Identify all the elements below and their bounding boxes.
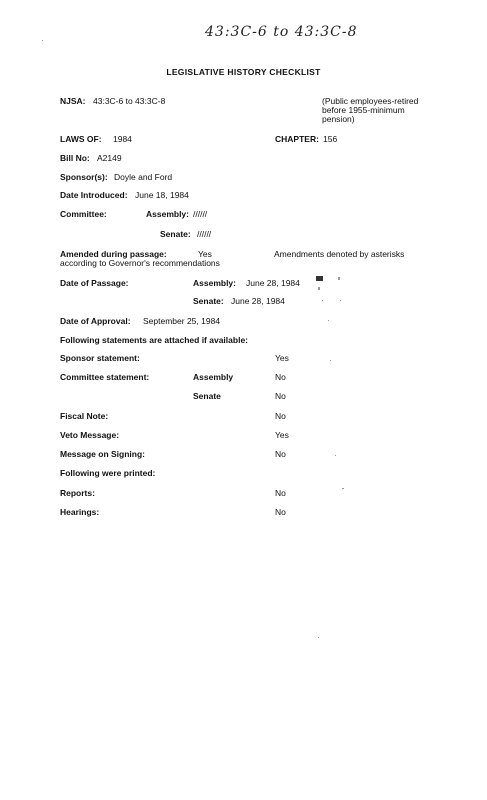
scan-speck bbox=[330, 360, 331, 361]
message-on-signing-label: Message on Signing: bbox=[60, 449, 146, 459]
sponsor-statement-value: Yes bbox=[275, 353, 289, 363]
laws-of-label: LAWS OF: bbox=[60, 134, 102, 144]
passage-assembly-value: June 28, 1984 bbox=[246, 278, 300, 288]
scan-speck bbox=[335, 455, 336, 456]
committee-assembly-value: ////// bbox=[193, 209, 208, 219]
hearings-label: Hearings: bbox=[60, 507, 100, 517]
committee-statement-assembly-value: No bbox=[275, 372, 286, 382]
fiscal-note-value: No bbox=[275, 411, 286, 421]
scan-speck bbox=[42, 40, 43, 41]
following-attached-heading: Following statements are attached if available: bbox=[60, 335, 248, 345]
scan-speck bbox=[318, 637, 319, 638]
bill-no-label: Bill No: bbox=[60, 153, 90, 163]
committee-label: Committee: bbox=[60, 209, 107, 219]
committee-statement-senate-value: No bbox=[275, 391, 286, 401]
veto-message-label: Veto Message: bbox=[60, 430, 120, 440]
fiscal-note-label: Fiscal Note: bbox=[60, 411, 109, 421]
sponsors-label: Sponsor(s): bbox=[60, 172, 108, 182]
passage-senate-label: Senate: bbox=[193, 296, 224, 306]
chapter-value: 156 bbox=[323, 134, 338, 144]
scan-speck bbox=[318, 287, 320, 290]
amended-label: Amended during passage: bbox=[60, 249, 167, 259]
scan-speck bbox=[338, 277, 340, 280]
njsa-note-line-1: (Public employees-retired bbox=[322, 96, 419, 106]
laws-of-value: 1984 bbox=[113, 134, 132, 144]
message-on-signing-value: No bbox=[275, 449, 286, 459]
handwritten-header: 43:3C-6 to 43:3C-8 bbox=[205, 24, 358, 40]
committee-senate-value: ////// bbox=[197, 229, 212, 239]
date-introduced-value: June 18, 1984 bbox=[135, 190, 189, 200]
following-printed-heading: Following were printed: bbox=[60, 468, 156, 478]
scan-speck bbox=[328, 320, 329, 321]
veto-message-value: Yes bbox=[275, 430, 289, 440]
reports-label: Reports: bbox=[60, 488, 95, 498]
page-title: LEGISLATIVE HISTORY CHECKLIST bbox=[166, 67, 321, 77]
committee-senate-label: Senate: bbox=[160, 229, 191, 239]
sponsor-statement-label: Sponsor statement: bbox=[60, 353, 140, 363]
passage-senate-value: June 28, 1984 bbox=[231, 296, 285, 306]
date-of-approval-value: September 25, 1984 bbox=[143, 316, 221, 326]
hearings-value: No bbox=[275, 507, 286, 517]
sponsors-value: Doyle and Ford bbox=[114, 172, 173, 182]
committee-statement-senate-label: Senate bbox=[193, 391, 221, 401]
date-of-approval-label: Date of Approval: bbox=[60, 316, 131, 326]
njsa-note-line-2: before 1955-minimum bbox=[322, 105, 405, 115]
amended-note-2: according to Governor's recommendations bbox=[60, 258, 220, 268]
chapter-label: CHAPTER: bbox=[275, 134, 319, 144]
scan-speck bbox=[316, 276, 323, 281]
scan-speck bbox=[340, 300, 341, 301]
committee-statement-label: Committee statement: bbox=[60, 372, 150, 382]
committee-assembly-label: Assembly: bbox=[146, 209, 189, 219]
njsa-label: NJSA: bbox=[60, 96, 86, 106]
amended-value: Yes bbox=[198, 249, 212, 259]
bill-no-value: A2149 bbox=[97, 153, 122, 163]
scan-speck bbox=[342, 488, 344, 489]
njsa-note-line-3: pension) bbox=[322, 114, 355, 124]
passage-assembly-label: Assembly: bbox=[193, 278, 236, 288]
committee-statement-assembly-label: Assembly bbox=[193, 372, 234, 382]
date-of-passage-label: Date of Passage: bbox=[60, 278, 129, 288]
date-introduced-label: Date Introduced: bbox=[60, 190, 128, 200]
amended-note: Amendments denoted by asterisks bbox=[274, 249, 405, 259]
reports-value: No bbox=[275, 488, 286, 498]
scan-speck bbox=[322, 300, 323, 301]
njsa-value: 43:3C-6 to 43:3C-8 bbox=[93, 96, 166, 106]
